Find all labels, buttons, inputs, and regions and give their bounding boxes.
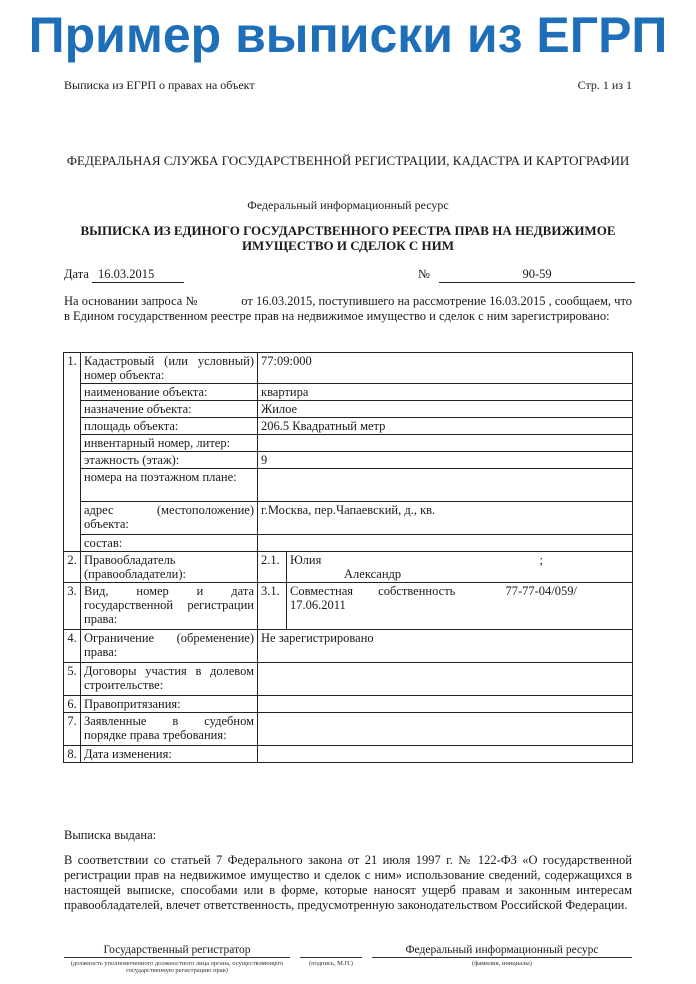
field-value: квартира: [258, 384, 633, 401]
table-row: [64, 630, 633, 663]
field-label: площадь объекта:: [81, 418, 258, 435]
table-row: [64, 552, 633, 583]
field-label: Правопритязания:: [81, 696, 258, 713]
section-number: 8.: [64, 746, 81, 763]
table-row: [64, 583, 633, 630]
name-caption: (фамилия, инициалы): [472, 960, 532, 967]
number-label: №: [418, 267, 430, 281]
field-value: Жилое: [258, 401, 633, 418]
section-number: 6.: [64, 696, 81, 713]
field-value: 9: [258, 452, 633, 469]
field-label: Заявленные в судебном порядке права требования:: [81, 713, 258, 746]
table-row: [64, 746, 633, 763]
section-number: 1.: [64, 353, 81, 552]
number-field: [418, 267, 635, 283]
field-label: Дата изменения:: [81, 746, 258, 763]
field-label: состав:: [81, 535, 258, 552]
field-label: Правообладатель (правообладатели):: [81, 552, 258, 583]
table-row: [64, 401, 633, 418]
section-number: 3.: [64, 583, 81, 630]
field-value: [258, 746, 633, 763]
sub-number: 2.1.: [258, 552, 287, 583]
right-value: [287, 583, 633, 630]
registry-table: [63, 352, 633, 763]
section-number: 5.: [64, 663, 81, 696]
date-field: [64, 267, 184, 283]
registrar-title: Государственный регистратор: [103, 944, 251, 956]
agency-name: ФЕДЕРАЛЬНАЯ СЛУЖБА ГОСУДАРСТВЕННОЙ РЕГИСТРАЦИИ, КАДАСТРА И КАРТОГРАФИИ: [66, 153, 630, 168]
resource-signature: Федеральный информационный ресурс: [405, 944, 599, 956]
section-number: 7.: [64, 713, 81, 746]
field-value: Не зарегистрировано: [258, 630, 633, 663]
field-label: этажность (этаж):: [81, 452, 258, 469]
field-value: [258, 435, 633, 452]
field-label: Вид, номер и дата государственной регистрации права:: [81, 583, 258, 630]
owner-second: Александр: [344, 567, 402, 581]
field-label: Договоры участия в долевом строительстве:: [81, 663, 258, 696]
field-value: [258, 713, 633, 746]
issued-label: Выписка выдана:: [64, 828, 157, 842]
table-row: [64, 435, 633, 452]
table-row: [64, 353, 633, 384]
field-value: [258, 663, 633, 696]
field-label: назначение объекта:: [81, 401, 258, 418]
table-row: [64, 452, 633, 469]
owner-first: Юлия: [290, 553, 322, 567]
sub-number: 3.1.: [258, 583, 287, 630]
field-label: адрес (местоположение) объекта:: [81, 502, 258, 535]
section-number: 4.: [64, 630, 81, 663]
field-value: 206.5 Квадратный метр: [258, 418, 633, 435]
law-paragraph: В соответствии со статьей 7 Федерального закона от 21 июля 1997 г. № 122-ФЗ «О государственной регистрации прав на недвижимое имущество и сделок с ним» использование сведений, содержащихся в настоящей выписке, способами или в форме, которые наносят ущерб правам и законным интересам правообладателей, влечет ответственность, предусмотренную законодательством Российской Федерации.: [64, 853, 632, 912]
name-line: [372, 957, 632, 958]
registrar-caption: (должность уполномоченного должностного лица органа, осуществляющего государственную регистрацию прав): [70, 960, 284, 974]
table-row: [64, 535, 633, 552]
right-reg-date: 17.06.2011: [290, 598, 346, 612]
field-label: Ограничение (обременение) права:: [81, 630, 258, 663]
field-value: 77:09:000: [258, 353, 633, 384]
field-value: [258, 535, 633, 552]
resource-subtitle: Федеральный информационный ресурс: [247, 198, 449, 212]
page-counter: Стр. 1 из 1: [577, 78, 632, 92]
intro-paragraph: На основании запроса № от 16.03.2015, поступившего на рассмотрение 16.03.2015 , сообщаем, что в Едином государственном реестре прав на недвижимое имущество и сделок с ним зарегистрировано:: [64, 294, 636, 323]
table-row: [64, 418, 633, 435]
field-value: г.Москва, пер.Чапаевский, д., кв.: [258, 502, 633, 535]
date-value: 16.03.2015: [92, 267, 184, 283]
table-row: [64, 384, 633, 401]
table-row: [64, 713, 633, 746]
field-value: [258, 469, 633, 502]
table-row: [64, 469, 633, 502]
owner-value: [287, 552, 633, 583]
right-type: Совместная собственность: [290, 584, 456, 598]
document-title: ВЫПИСКА ИЗ ЕДИНОГО ГОСУДАРСТВЕННОГО РЕЕСТРА ПРАВ НА НЕДВИЖИМОЕ ИМУЩЕСТВО И СДЕЛОК С НИМ: [80, 223, 616, 253]
field-label: наименование объекта:: [81, 384, 258, 401]
stamp-line: [300, 957, 362, 958]
right-reg-number: 77-77-04/059/: [505, 584, 577, 598]
date-label: Дата: [64, 267, 89, 281]
registrar-line: [64, 957, 290, 958]
field-label: Кадастровый (или условный) номер объекта:: [81, 353, 258, 384]
table-row: [64, 663, 633, 696]
field-value: [258, 696, 633, 713]
owner-separator: ;: [539, 553, 543, 567]
document-header-title: Выписка из ЕГРП о правах на объект: [64, 78, 255, 92]
table-row: [64, 502, 633, 535]
page-banner-title: Пример выписки из ЕГРП: [28, 7, 668, 63]
stamp-caption: (подпись, М.П.): [309, 960, 353, 967]
field-label: инвентарный номер, литер:: [81, 435, 258, 452]
table-row: [64, 696, 633, 713]
number-value: 90-59: [439, 267, 635, 283]
field-label: номера на поэтажном плане:: [81, 469, 258, 502]
section-number: 2.: [64, 552, 81, 583]
